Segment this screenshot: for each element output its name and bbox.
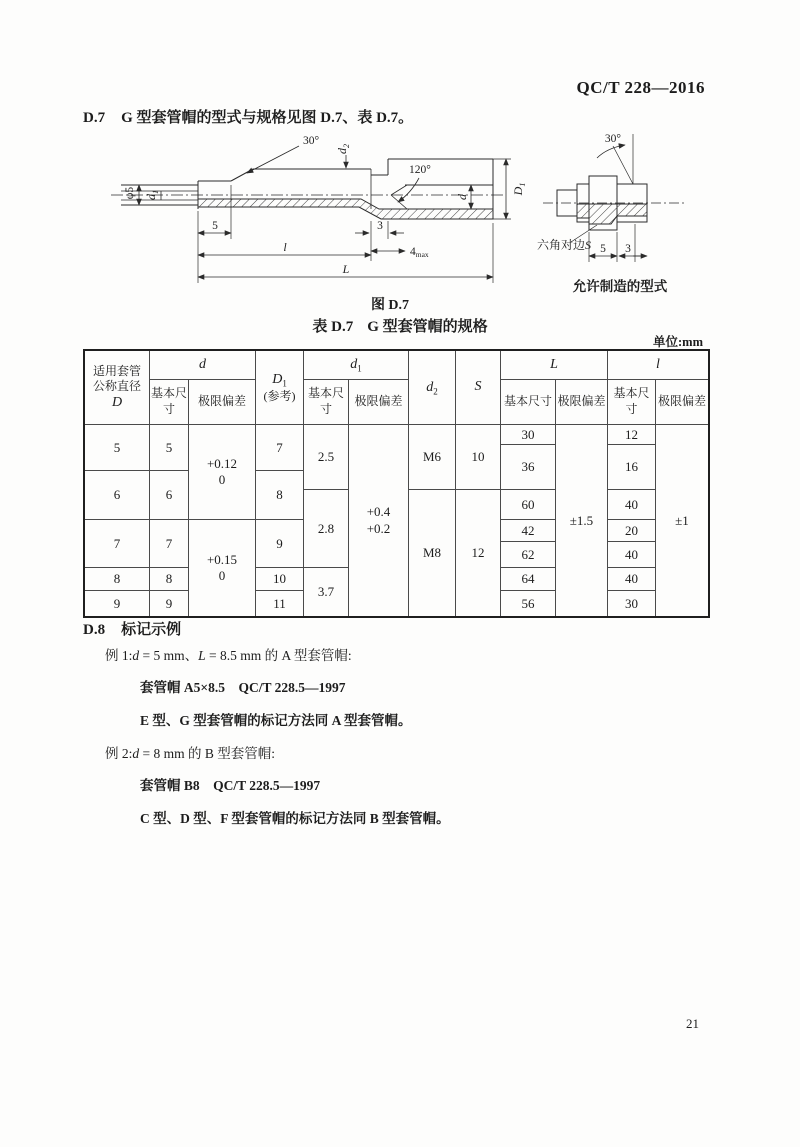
dim-4max: 4max (410, 246, 429, 259)
cell-d-basic: 9 (150, 591, 188, 616)
section-hatch (577, 204, 647, 224)
header-group-l: l (608, 351, 708, 379)
example-1-intro: 例 1:d = 5 mm、L = 8.5 mm 的 A 型套管帽: (105, 648, 352, 663)
example-2-designation: 套管帽 B8 QC/T 228.5—1997 (140, 778, 321, 793)
header-L-basic: 基本尺寸 (501, 380, 555, 424)
chamfer-line (231, 169, 253, 181)
alt-form-drawing (535, 128, 705, 268)
cell-d-dev: +0.15 0 (189, 520, 255, 616)
header-col-D1: $D_1$ (参考) (256, 351, 303, 424)
label-angle-120: 120° (409, 164, 431, 176)
dim-5: 5 (212, 220, 218, 232)
alt-form-caption: 允许制造的型式 (572, 279, 668, 294)
cell-D1: 8 (256, 471, 303, 519)
cell-d-basic: 5 (150, 425, 188, 470)
header-col-S: S (456, 351, 500, 424)
page-number: 21 (686, 1016, 699, 1031)
label-D1: $D_1$ (511, 182, 527, 196)
cell-d1-dev: +0.4 +0.2 (349, 425, 408, 616)
cell-D: 7 (85, 520, 149, 567)
unit-label: 单位:mm (653, 335, 703, 349)
cell-d2: M6 (409, 425, 455, 489)
cell-L-basic: 30 (501, 425, 555, 444)
header-L-dev: 极限偏差 (556, 380, 607, 424)
dim-L: L (342, 262, 350, 276)
example-1-designation: 套管帽 A5×8.5 QC/T 228.5—1997 (140, 680, 346, 695)
label-hex-flats: 六角对边S (537, 238, 592, 252)
cell-L-basic: 36 (501, 445, 555, 489)
header-group-d: d (150, 351, 255, 379)
cell-l-basic: 40 (608, 568, 655, 590)
cell-d-basic: 8 (150, 568, 188, 590)
label-angle-30: 30° (604, 133, 621, 145)
cell-d-dev: +0.12 0 (189, 425, 255, 519)
cell-D: 9 (85, 591, 149, 616)
cell-D1: 9 (256, 520, 303, 567)
section-d8-text: 标记示例 (121, 622, 182, 638)
section-hatch (198, 199, 493, 219)
cell-d2: M8 (409, 490, 455, 616)
cell-L-basic: 42 (501, 520, 555, 541)
cell-d-basic: 6 (150, 471, 188, 519)
header-d1-basic: 基本尺寸 (304, 380, 348, 424)
cell-L-basic: 62 (501, 542, 555, 567)
section-d7-text: G 型套管帽的型式与规格见图 D.7、表 D.7。 (121, 110, 414, 126)
cell-l-dev: ±1 (656, 425, 708, 616)
cell-L-basic: 56 (501, 591, 555, 616)
table-title-text: G 型套管帽的规格 (367, 319, 488, 335)
cell-D: 8 (85, 568, 149, 590)
header-group-d1: $d_1$ (304, 351, 408, 379)
header-group-L: L (501, 351, 607, 379)
cell-D1: 10 (256, 568, 303, 590)
example-2-intro: 例 2:d = 8 mm 的 B 型套管帽: (105, 746, 276, 761)
alt-form-block (535, 128, 705, 295)
header-d1-dev: 极限偏差 (349, 380, 408, 424)
cell-l-basic: 40 (608, 542, 655, 567)
cell-L-dev: ±1.5 (556, 425, 607, 616)
dim-5: 5 (600, 243, 606, 255)
section-d7-heading (83, 106, 413, 127)
standard-reference: QC/T 228—2016 (576, 78, 705, 97)
cell-d1-basic: 2.5 (304, 425, 348, 489)
cell-l-basic: 30 (608, 591, 655, 616)
example-2-note: C 型、D 型、F 型套管帽的标记方法同 B 型套管帽。 (140, 811, 450, 826)
cell-D1: 7 (256, 425, 303, 470)
section-d8-number: D.8 (83, 622, 106, 638)
cell-L-basic: 60 (501, 490, 555, 519)
cell-D: 5 (85, 425, 149, 470)
dim-l: l (283, 240, 287, 254)
dim-3: 3 (625, 243, 631, 255)
header-l-basic: 基本尺寸 (608, 380, 655, 424)
cell-d-basic: 7 (150, 520, 188, 567)
header-d-dev: 极限偏差 (189, 380, 255, 424)
label-d1: $d_1$ (144, 190, 160, 200)
cell-D: 6 (85, 471, 149, 519)
cell-d1-basic: 3.7 (304, 568, 348, 616)
cell-l-basic: 16 (608, 445, 655, 489)
cell-d1-basic: 2.8 (304, 490, 348, 567)
label-d2: $d_2$ (335, 144, 351, 154)
cell-l-basic: 20 (608, 520, 655, 541)
header-l-dev: 极限偏差 (656, 380, 708, 424)
spec-table (83, 349, 710, 618)
cell-l-basic: 12 (608, 425, 655, 444)
dim-3: 3 (377, 220, 383, 232)
header-col-D: 适用套管 公称直径 D (85, 351, 149, 424)
cell-L-basic: 64 (501, 568, 555, 590)
cell-D1: 11 (256, 591, 303, 616)
cell-l-basic: 40 (608, 490, 655, 519)
header-d-basic: 基本尺寸 (150, 380, 188, 424)
section-d8-heading (83, 618, 181, 639)
label-d: d (455, 194, 469, 200)
table-number: 表 D.7 (312, 319, 354, 335)
label-phi5: φ5 (124, 186, 136, 200)
section-d7-number: D.7 (83, 110, 106, 126)
cell-S: 10 (456, 425, 500, 489)
figure-caption: 图 D.7 (370, 298, 410, 313)
label-angle-30: 30° (303, 135, 320, 147)
header-col-d2: $d_2$ (409, 351, 455, 424)
cell-S: 12 (456, 490, 500, 616)
main-technical-drawing (103, 133, 535, 293)
example-1-note: E 型、G 型套管帽的标记方法同 A 型套管帽。 (140, 713, 412, 728)
